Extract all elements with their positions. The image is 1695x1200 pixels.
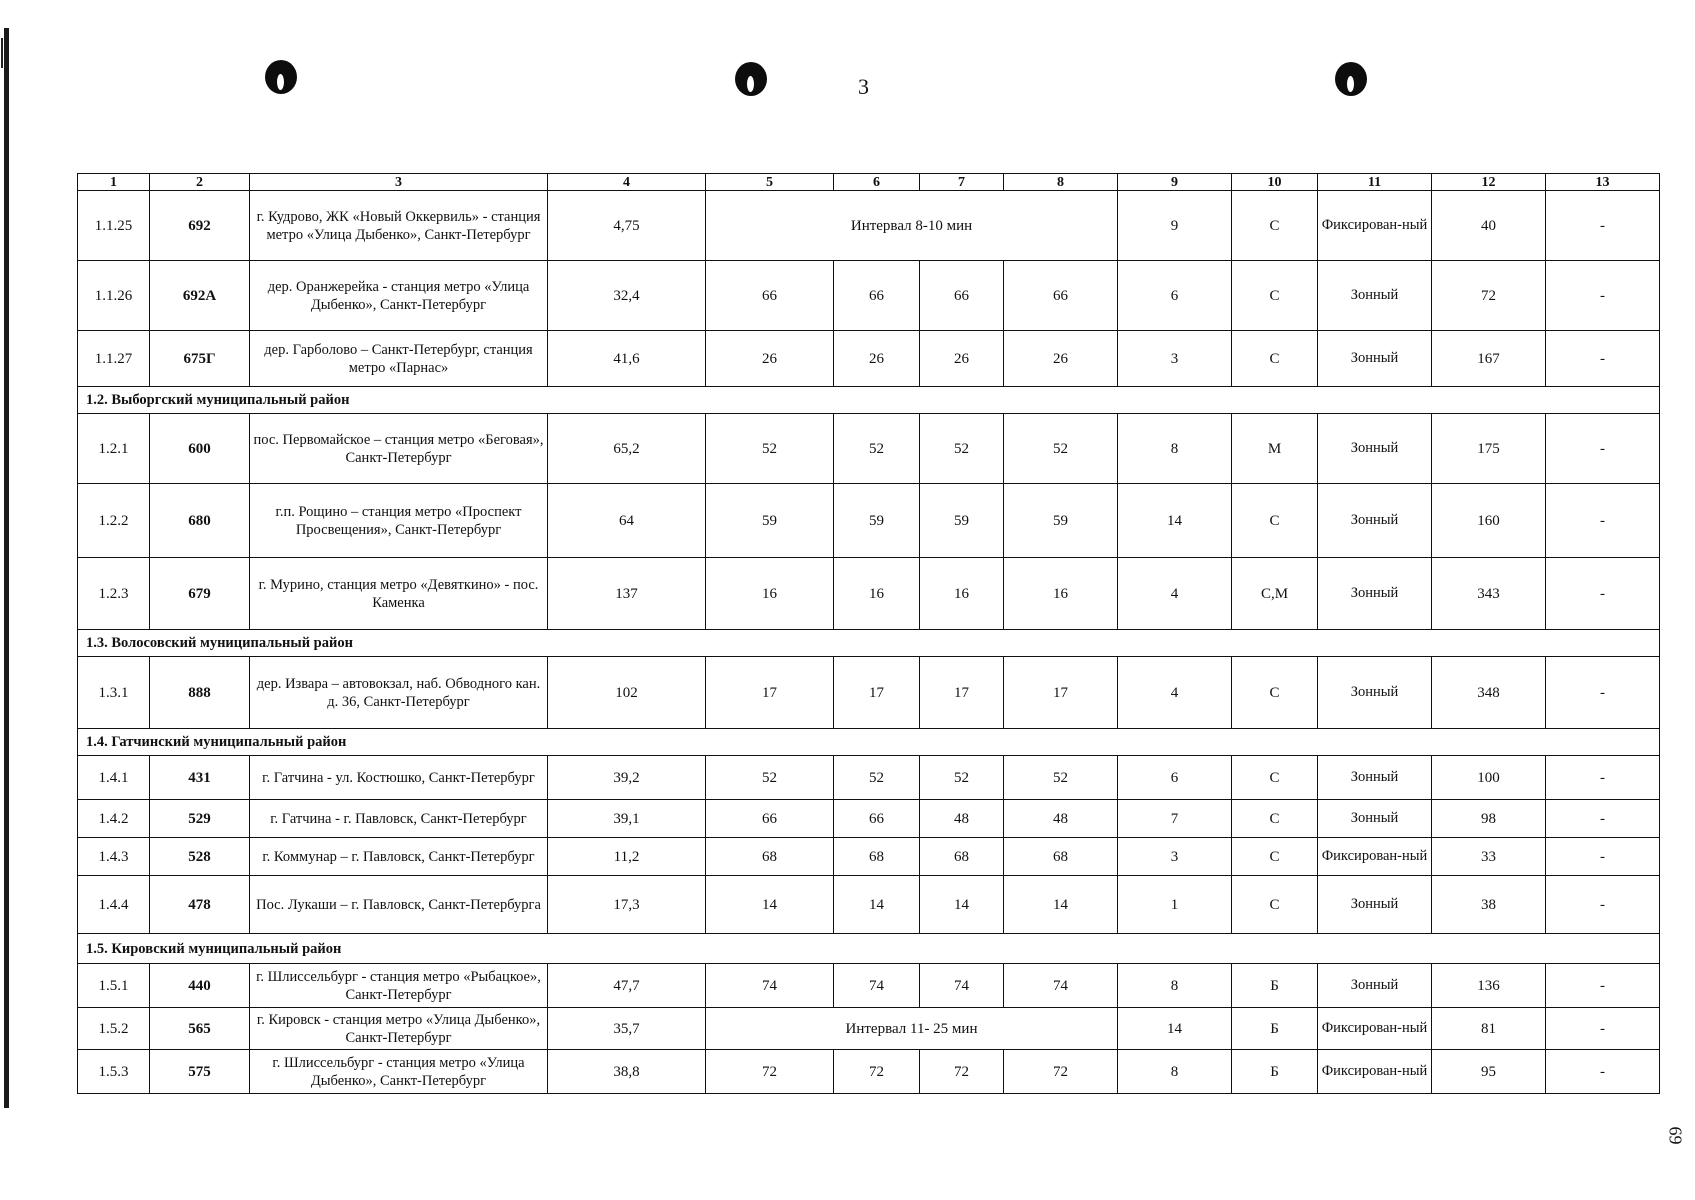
row-number: 1.2.1: [78, 414, 150, 484]
tariff-type: Зонный: [1318, 414, 1432, 484]
tariff-type: Зонный: [1318, 261, 1432, 331]
table-row: [78, 261, 1660, 331]
routes-table: [77, 173, 1660, 1094]
cell-col8: 52: [1004, 414, 1118, 484]
row-number: 1.5.2: [78, 1008, 150, 1050]
binding-edge: [4, 28, 9, 1108]
cell-col13: -: [1546, 800, 1660, 838]
route-name: г. Гатчина - г. Павловск, Санкт-Петербург: [250, 800, 548, 838]
cell-col5: 74: [706, 964, 834, 1008]
cell-col12: 343: [1432, 558, 1546, 630]
cell-col12: 175: [1432, 414, 1546, 484]
cell-col13: -: [1546, 756, 1660, 800]
cell-col12: 98: [1432, 800, 1546, 838]
section-row: [78, 729, 1660, 756]
route-number: 675Г: [150, 331, 250, 387]
cell-col12: 167: [1432, 331, 1546, 387]
cell-col7: 26: [920, 331, 1004, 387]
cell-col8: 68: [1004, 838, 1118, 876]
section-title: 1.3. Волосовский муниципальный район: [78, 630, 1660, 657]
header-cell: 10: [1232, 174, 1318, 191]
cell-col13: -: [1546, 191, 1660, 261]
route-name: г. Шлиссельбург - станция метро «Рыбацкое», Санкт-Петербург: [250, 964, 548, 1008]
table-row: [78, 191, 1660, 261]
cell-col7: 52: [920, 756, 1004, 800]
route-name: г. Кудрово, ЖК «Новый Оккервиль» - станция метро «Улица Дыбенко», Санкт-Петербург: [250, 191, 548, 261]
cell-col7: 59: [920, 484, 1004, 558]
row-number: 1.1.26: [78, 261, 150, 331]
cell-col9: 6: [1118, 756, 1232, 800]
tariff-type: Зонный: [1318, 657, 1432, 729]
row-number: 1.4.1: [78, 756, 150, 800]
cell-col10: С: [1232, 261, 1318, 331]
punch-hole-center: [735, 62, 767, 96]
cell-col10: С: [1232, 657, 1318, 729]
cell-col13: -: [1546, 1050, 1660, 1094]
section-title: 1.2. Выборгский муниципальный район: [78, 387, 1660, 414]
cell-col6: 68: [834, 838, 920, 876]
row-number: 1.4.4: [78, 876, 150, 934]
tariff-type: Зонный: [1318, 964, 1432, 1008]
tariff-type: Зонный: [1318, 756, 1432, 800]
tariff-type: Фиксирован-ный: [1318, 1008, 1432, 1050]
row-number: 1.5.1: [78, 964, 150, 1008]
route-number: 440: [150, 964, 250, 1008]
header-cell: 11: [1318, 174, 1432, 191]
cell-col6: 52: [834, 414, 920, 484]
tariff-type: Фиксирован-ный: [1318, 191, 1432, 261]
cell-col6: 74: [834, 964, 920, 1008]
cell-col9: 8: [1118, 414, 1232, 484]
punch-hole-left: [265, 60, 297, 94]
cell-col6: 59: [834, 484, 920, 558]
cell-col7: 72: [920, 1050, 1004, 1094]
row-number: 1.2.3: [78, 558, 150, 630]
route-number: 529: [150, 800, 250, 838]
route-name: г. Шлиссельбург - станция метро «Улица Дыбенко», Санкт-Петербург: [250, 1050, 548, 1094]
cell-col9: 4: [1118, 558, 1232, 630]
route-number: 565: [150, 1008, 250, 1050]
cell-col9: 8: [1118, 964, 1232, 1008]
cell-col6: 66: [834, 261, 920, 331]
route-name: дер. Гарболово – Санкт-Петербург, станция метро «Парнас»: [250, 331, 548, 387]
cell-col13: -: [1546, 1008, 1660, 1050]
cell-col9: 9: [1118, 191, 1232, 261]
cell-col12: 72: [1432, 261, 1546, 331]
cell-col9: 8: [1118, 1050, 1232, 1094]
cell-col7: 16: [920, 558, 1004, 630]
cell-col8: 72: [1004, 1050, 1118, 1094]
row-number: 1.3.1: [78, 657, 150, 729]
header-cell: 9: [1118, 174, 1232, 191]
tariff-type: Зонный: [1318, 876, 1432, 934]
cell-col8: 48: [1004, 800, 1118, 838]
route-number: 692: [150, 191, 250, 261]
cell-col13: -: [1546, 331, 1660, 387]
cell-col5: 17: [706, 657, 834, 729]
table-row: [78, 756, 1660, 800]
cell-col5: 16: [706, 558, 834, 630]
cell-col8: 59: [1004, 484, 1118, 558]
cell-col12: 160: [1432, 484, 1546, 558]
cell-col7: 52: [920, 414, 1004, 484]
header-cell: 1: [78, 174, 150, 191]
route-length: 64: [548, 484, 706, 558]
table-row: [78, 657, 1660, 729]
cell-col6: 17: [834, 657, 920, 729]
cell-col10: С: [1232, 876, 1318, 934]
route-number: 600: [150, 414, 250, 484]
cell-col8: 66: [1004, 261, 1118, 331]
cell-col9: 7: [1118, 800, 1232, 838]
cell-col10: С: [1232, 191, 1318, 261]
cell-col13: -: [1546, 876, 1660, 934]
route-name: г.п. Рощино – станция метро «Проспект Просвещения», Санкт-Петербург: [250, 484, 548, 558]
cell-col10: С: [1232, 484, 1318, 558]
section-row: [78, 387, 1660, 414]
cell-col13: -: [1546, 838, 1660, 876]
tariff-type: Зонный: [1318, 800, 1432, 838]
page-number: 3: [858, 74, 869, 99]
cell-col8: 52: [1004, 756, 1118, 800]
cell-col6: 14: [834, 876, 920, 934]
row-number: 1.1.27: [78, 331, 150, 387]
route-length: 39,2: [548, 756, 706, 800]
cell-col6: 16: [834, 558, 920, 630]
route-number: 575: [150, 1050, 250, 1094]
cell-col7: 74: [920, 964, 1004, 1008]
cell-col9: 1: [1118, 876, 1232, 934]
route-number: 431: [150, 756, 250, 800]
header-row: [78, 174, 1660, 191]
cell-col13: -: [1546, 964, 1660, 1008]
cell-col7: 17: [920, 657, 1004, 729]
tariff-type: Зонный: [1318, 331, 1432, 387]
cell-col5: 72: [706, 1050, 834, 1094]
tariff-type: Фиксирован-ный: [1318, 838, 1432, 876]
route-length: 41,6: [548, 331, 706, 387]
tariff-type: Зонный: [1318, 558, 1432, 630]
table-row: [78, 800, 1660, 838]
route-length: 47,7: [548, 964, 706, 1008]
cell-col12: 33: [1432, 838, 1546, 876]
cell-col12: 348: [1432, 657, 1546, 729]
header-cell: 8: [1004, 174, 1118, 191]
cell-col12: 100: [1432, 756, 1546, 800]
table-row: [78, 964, 1660, 1008]
route-name: Пос. Лукаши – г. Павловск, Санкт-Петербурга: [250, 876, 548, 934]
row-number: 1.5.3: [78, 1050, 150, 1094]
interval-cell: Интервал 8-10 мин: [706, 191, 1118, 261]
table-row: [78, 1050, 1660, 1094]
route-number: 679: [150, 558, 250, 630]
side-page-mark: 69: [1665, 1126, 1686, 1145]
cell-col9: 4: [1118, 657, 1232, 729]
cell-col8: 14: [1004, 876, 1118, 934]
header-cell: 7: [920, 174, 1004, 191]
cell-col7: 48: [920, 800, 1004, 838]
cell-col5: 26: [706, 331, 834, 387]
header-cell: 12: [1432, 174, 1546, 191]
route-length: 4,75: [548, 191, 706, 261]
cell-col6: 52: [834, 756, 920, 800]
table-row: [78, 1008, 1660, 1050]
route-number: 478: [150, 876, 250, 934]
table-row: [78, 838, 1660, 876]
row-number: 1.4.2: [78, 800, 150, 838]
route-name: пос. Первомайское – станция метро «Беговая», Санкт-Петербург: [250, 414, 548, 484]
cell-col6: 66: [834, 800, 920, 838]
route-number: 692А: [150, 261, 250, 331]
route-number: 528: [150, 838, 250, 876]
header-cell: 2: [150, 174, 250, 191]
cell-col10: С: [1232, 331, 1318, 387]
cell-col10: С: [1232, 838, 1318, 876]
cell-col5: 66: [706, 261, 834, 331]
tariff-type: Зонный: [1318, 484, 1432, 558]
cell-col12: 40: [1432, 191, 1546, 261]
route-name: дер. Извара – автовокзал, наб. Обводного кан. д. 36, Санкт-Петербург: [250, 657, 548, 729]
route-length: 11,2: [548, 838, 706, 876]
route-name: г. Кировск - станция метро «Улица Дыбенко», Санкт-Петербург: [250, 1008, 548, 1050]
row-number: 1.1.25: [78, 191, 150, 261]
cell-col8: 26: [1004, 331, 1118, 387]
route-name: г. Коммунар – г. Павловск, Санкт-Петербург: [250, 838, 548, 876]
cell-col9: 3: [1118, 838, 1232, 876]
table-row: [78, 414, 1660, 484]
table-row: [78, 331, 1660, 387]
table-row: [78, 558, 1660, 630]
cell-col10: М: [1232, 414, 1318, 484]
cell-col12: 38: [1432, 876, 1546, 934]
cell-col5: 52: [706, 414, 834, 484]
cell-col10: Б: [1232, 1008, 1318, 1050]
row-number: 1.2.2: [78, 484, 150, 558]
table-row: [78, 876, 1660, 934]
route-name: г. Гатчина - ул. Костюшко, Санкт-Петербург: [250, 756, 548, 800]
cell-col12: 136: [1432, 964, 1546, 1008]
header-cell: 4: [548, 174, 706, 191]
table-row: [78, 484, 1660, 558]
cell-col7: 68: [920, 838, 1004, 876]
tariff-type: Фиксирован-ный: [1318, 1050, 1432, 1094]
cell-col9: 6: [1118, 261, 1232, 331]
route-length: 39,1: [548, 800, 706, 838]
header-cell: 5: [706, 174, 834, 191]
cell-col12: 81: [1432, 1008, 1546, 1050]
cell-col5: 66: [706, 800, 834, 838]
header-cell: 3: [250, 174, 548, 191]
cell-col8: 74: [1004, 964, 1118, 1008]
cell-col6: 26: [834, 331, 920, 387]
cell-col5: 52: [706, 756, 834, 800]
cell-col9: 14: [1118, 1008, 1232, 1050]
header-cell: 6: [834, 174, 920, 191]
row-number: 1.4.3: [78, 838, 150, 876]
cell-col6: 72: [834, 1050, 920, 1094]
route-number: 888: [150, 657, 250, 729]
punch-hole-right: [1335, 62, 1367, 96]
route-length: 32,4: [548, 261, 706, 331]
cell-col13: -: [1546, 261, 1660, 331]
cell-col13: -: [1546, 558, 1660, 630]
cell-col13: -: [1546, 484, 1660, 558]
interval-cell: Интервал 11- 25 мин: [706, 1008, 1118, 1050]
cell-col13: -: [1546, 657, 1660, 729]
route-length: 17,3: [548, 876, 706, 934]
cell-col7: 66: [920, 261, 1004, 331]
header-cell: 13: [1546, 174, 1660, 191]
cell-col10: С: [1232, 800, 1318, 838]
cell-col9: 14: [1118, 484, 1232, 558]
route-name: г. Мурино, станция метро «Девяткино» - пос. Каменка: [250, 558, 548, 630]
cell-col9: 3: [1118, 331, 1232, 387]
cell-col10: С,М: [1232, 558, 1318, 630]
section-row: [78, 934, 1660, 964]
cell-col5: 68: [706, 838, 834, 876]
route-length: 35,7: [548, 1008, 706, 1050]
cell-col12: 95: [1432, 1050, 1546, 1094]
cell-col5: 14: [706, 876, 834, 934]
route-length: 65,2: [548, 414, 706, 484]
route-length: 102: [548, 657, 706, 729]
section-row: [78, 630, 1660, 657]
cell-col13: -: [1546, 414, 1660, 484]
cell-col10: Б: [1232, 964, 1318, 1008]
route-number: 680: [150, 484, 250, 558]
cell-col10: Б: [1232, 1050, 1318, 1094]
cell-col8: 16: [1004, 558, 1118, 630]
section-title: 1.5. Кировский муниципальный район: [78, 934, 1660, 964]
cell-col5: 59: [706, 484, 834, 558]
cell-col7: 14: [920, 876, 1004, 934]
cell-col10: С: [1232, 756, 1318, 800]
route-length: 38,8: [548, 1050, 706, 1094]
section-title: 1.4. Гатчинский муниципальный район: [78, 729, 1660, 756]
cell-col8: 17: [1004, 657, 1118, 729]
route-name: дер. Оранжерейка - станция метро «Улица Дыбенко», Санкт-Петербург: [250, 261, 548, 331]
route-length: 137: [548, 558, 706, 630]
